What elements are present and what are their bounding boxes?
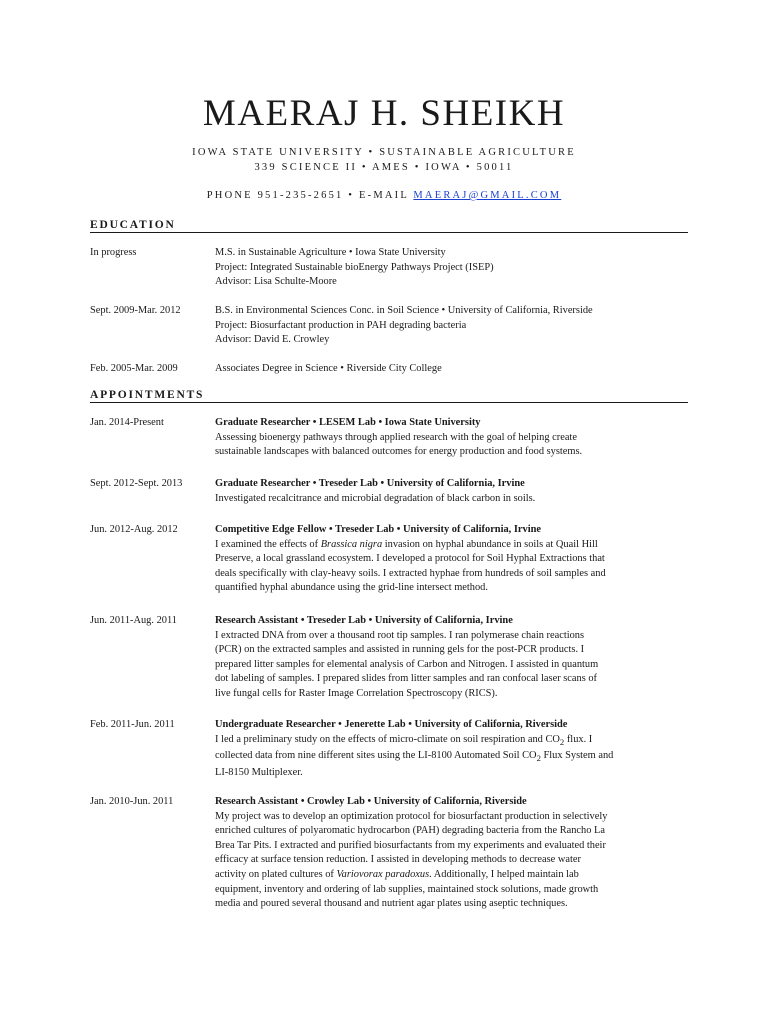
resume-name: MAERAJ H. SHEIKH <box>202 93 566 134</box>
entry-role: Graduate Researcher • Treseder Lab • University of California, Irvine <box>215 478 525 489</box>
entry-line: (PCR) on the extracted samples and assisted in running gels for the post-PCR products. I <box>215 644 585 656</box>
line-text: invasion on hyphal abundance in soils at Quail Hill <box>382 538 598 550</box>
subscript: 2 <box>536 753 541 764</box>
entry-date: Sept. 2012-Sept. 2013 <box>90 478 183 489</box>
entry-content <box>215 614 685 702</box>
line-text: . Additionally, I helped maintain lab <box>429 868 579 880</box>
species-name: Brassica nigra <box>320 538 383 550</box>
entry-role: Graduate Researcher • LESEM Lab • Iowa State University <box>215 417 481 428</box>
entry-line: quantified hyphal abundance using the grid-line intersect method. <box>215 582 488 594</box>
entry-line: My project was to develop an optimization protocol for biosurfactant production in selectively <box>215 810 608 822</box>
line-text: Flux System and <box>540 750 614 762</box>
entry-line: LI-8150 Multiplexer. <box>215 766 303 778</box>
entry-date: Jun. 2012-Aug. 2012 <box>90 524 178 535</box>
entry-date: Feb. 2011-Jun. 2011 <box>90 719 175 730</box>
entry-line: Project: Biosurfactant production in PAH degrading bacteria <box>215 319 467 331</box>
entry-date: In progress <box>90 247 137 258</box>
entry-date: Jan. 2014-Present <box>90 417 164 428</box>
entry-line: prepared litter samples for elemental analysis of Carbon and Nitrogen. I assisted in quantum <box>215 658 599 670</box>
email-link[interactable]: MAERAJ@GMAIL.COM <box>413 190 562 201</box>
entry-content <box>215 718 685 781</box>
entry-line: enriched cultures of polyaromatic hydrocarbon (PAH) degrading bacteria from the Rancho La <box>215 825 605 837</box>
entry-line: B.S. in Environmental Sciences Conc. in Soil Science • University of California, Riverside <box>215 305 593 316</box>
entry-line <box>215 749 685 766</box>
entry-date: Sept. 2009-Mar. 2012 <box>90 305 181 316</box>
entry-role: Competitive Edge Fellow • Treseder Lab • University of California, Irvine <box>215 524 541 535</box>
entry-role: Research Assistant • Crowley Lab • University of California, Riverside <box>215 796 527 807</box>
entry-line: Advisor: Lisa Schulte-Moore <box>215 276 337 288</box>
entry-line <box>215 868 685 883</box>
entry-line: M.S. in Sustainable Agriculture • Iowa State University <box>215 247 446 258</box>
entry-content <box>215 304 685 348</box>
entry-line: Preserve, a local grassland ecosystem. I developed a protocol for Soil Hyphal Extractions that <box>215 553 605 565</box>
header-affiliation: IOWA STATE UNIVERSITY • SUSTAINABLE AGRICULTURE <box>192 147 576 158</box>
entry-content <box>215 246 685 290</box>
phone-text: PHONE 951-235-2651 • E-MAIL <box>206 190 414 201</box>
entry-line: dot labeling of samples. I prepared slides from litter samples and ran confocal laser scans of <box>215 673 598 685</box>
entry-line: Investigated recalcitrance and microbial degradation of black carbon in soils. <box>215 492 536 504</box>
species-name: Variovorax paradoxus <box>336 868 430 880</box>
line-text: collected data from nine different sites using the LI-8100 Automated Soil CO <box>215 750 537 762</box>
section-title-appointments: APPOINTMENTS <box>90 389 688 403</box>
entry-content <box>215 416 685 460</box>
entry-content <box>215 362 685 377</box>
line-text: flux. I <box>564 733 593 745</box>
entry-line: live fungal cells for Raster Image Correlation Spectroscopy (RICS). <box>215 687 498 699</box>
header-contact <box>0 190 768 201</box>
entry-content <box>215 795 685 912</box>
entry-date: Jan. 2010-Jun. 2011 <box>90 796 174 807</box>
line-text: activity on plated cultures of <box>215 868 337 880</box>
entry-line: Advisor: David E. Crowley <box>215 334 330 346</box>
header-address: 339 SCIENCE II • AMES • IOWA • 50011 <box>254 162 514 173</box>
entry-content <box>215 477 685 506</box>
entry-line <box>215 733 685 750</box>
line-text: I led a preliminary study on the effects of micro-climate on soil respiration and CO <box>215 733 560 745</box>
entry-line: efficacy at surface tension reduction. I assisted in developing methods to decrease water <box>215 854 581 866</box>
entry-line <box>215 538 685 553</box>
entry-line: Associates Degree in Science • Riverside City College <box>215 363 442 374</box>
entry-line: sustainable landscapes with balanced outcomes for energy production and food systems. <box>215 446 583 458</box>
section-title-education: EDUCATION <box>90 219 688 233</box>
entry-line: Brea Tar Pits. I extracted and purified biosurfactants from my experiments and evaluated their <box>215 839 606 851</box>
entry-line: equipment, inventory and ordering of lab supplies, maintained stock solutions, made growth <box>215 883 599 895</box>
entry-line: media and poured several thousand and nutrient agar plates using aseptic techniques. <box>215 898 568 910</box>
entry-date: Feb. 2005-Mar. 2009 <box>90 363 178 374</box>
entry-line: Assessing bioenergy pathways through applied research with the goal of helping create <box>215 431 577 443</box>
entry-date: Jun. 2011-Aug. 2011 <box>90 615 177 626</box>
entry-role: Research Assistant • Treseder Lab • University of California, Irvine <box>215 615 513 626</box>
entry-role: Undergraduate Researcher • Jenerette Lab • University of California, Riverside <box>215 719 568 730</box>
line-text: I examined the effects of <box>215 538 321 550</box>
subscript: 2 <box>559 736 565 747</box>
entry-line: deals specifically with clay-heavy soils. I extracted hyphae from hundreds of soil samples and <box>215 567 606 579</box>
entry-line: Project: Integrated Sustainable bioEnergy Pathways Project (ISEP) <box>215 261 494 273</box>
entry-line: I extracted DNA from over a thousand root tip samples. I ran polymerase chain reactions <box>215 629 585 641</box>
entry-content <box>215 523 685 596</box>
